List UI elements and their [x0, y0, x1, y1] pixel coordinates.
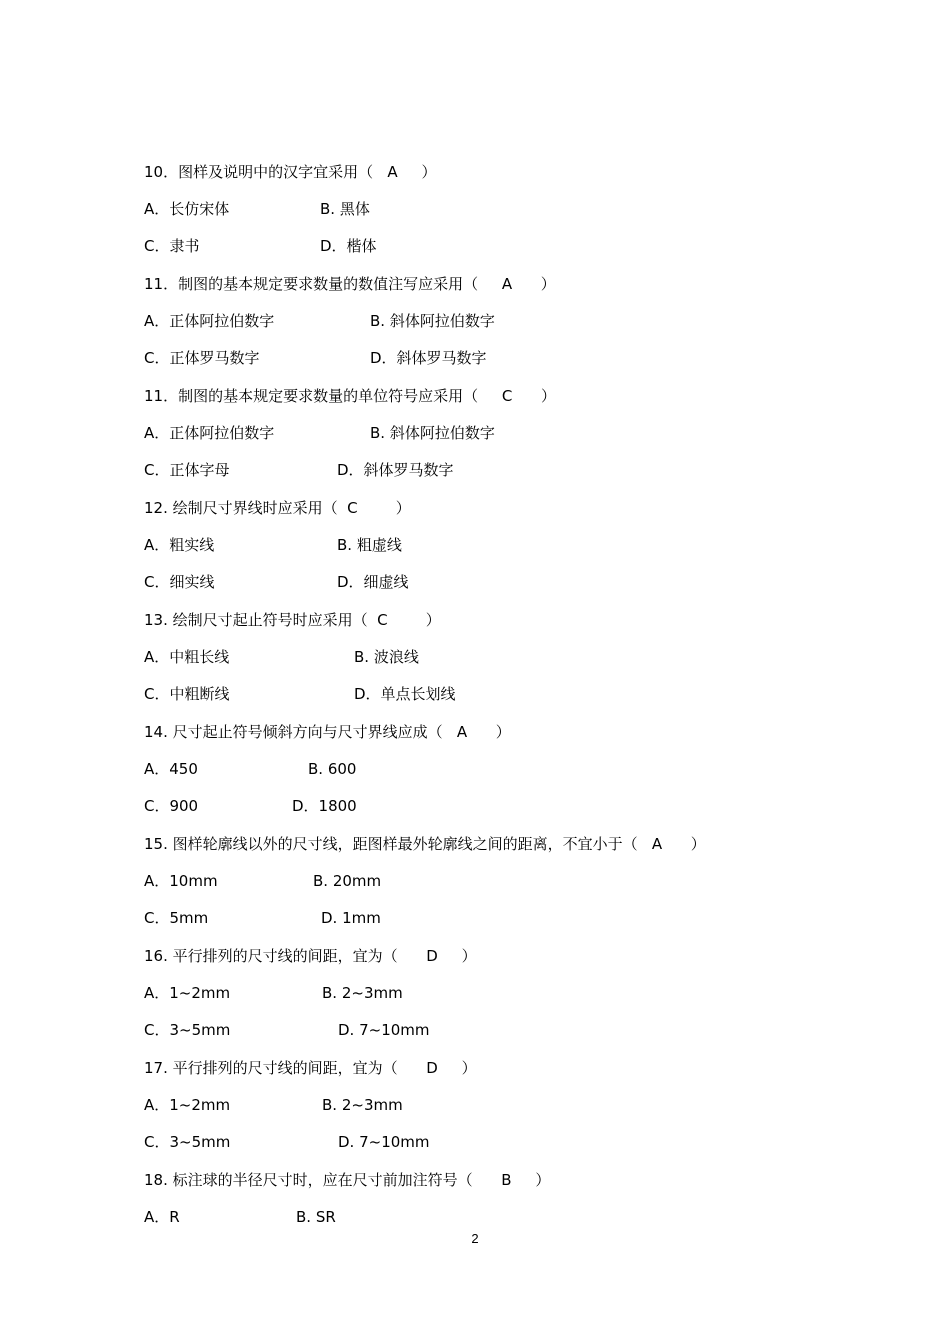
question-10-option-a: A．长仿宋体: [144, 200, 230, 218]
question-13-option-b: B. 波浪线: [354, 648, 419, 666]
question-13-stem: 13. 绘制尺寸起止符号时应采用（ C ）: [144, 611, 441, 629]
question-13-option-a: A．中粗长线: [144, 648, 230, 666]
question-11b-option-b: B. 斜体阿拉伯数字: [370, 424, 495, 442]
question-12-option-c: C．细实线: [144, 573, 215, 591]
question-15-option-c: C．5mm: [144, 909, 209, 927]
question-10-option-d: D．楷体: [320, 237, 377, 255]
question-17-option-b: B. 2~3mm: [322, 1096, 403, 1114]
question-10-option-b: B. 黑体: [320, 200, 370, 218]
question-11a-option-a: A．正体阿拉伯数字: [144, 312, 275, 330]
question-11a-option-d: D．斜体罗马数字: [370, 349, 487, 367]
question-17-stem: 17. 平行排列的尺寸线的间距，宜为（ D ）: [144, 1059, 477, 1077]
question-16-option-d: D. 7~10mm: [338, 1021, 430, 1039]
question-14-option-b: B. 600: [308, 760, 357, 778]
question-11b-stem: 11．制图的基本规定要求数量的单位符号应采用（ C ）: [144, 387, 557, 405]
question-10-option-c: C．隶书: [144, 237, 200, 255]
question-11a-option-c: C．正体罗马数字: [144, 349, 260, 367]
question-18-stem: 18. 标注球的半径尺寸时，应在尺寸前加注符号（ B ）: [144, 1171, 551, 1189]
question-17-option-c: C．3~5mm: [144, 1133, 231, 1151]
question-15-option-b: B. 20mm: [313, 872, 382, 890]
question-14-option-d: D．1800: [292, 797, 357, 815]
question-16-option-c: C．3~5mm: [144, 1021, 231, 1039]
question-14-option-c: C．900: [144, 797, 199, 815]
question-11b-option-a: A．正体阿拉伯数字: [144, 424, 275, 442]
question-15-option-d: D. 1mm: [321, 909, 381, 927]
question-12-option-b: B. 粗虚线: [337, 536, 402, 554]
question-15-stem: 15. 图样轮廓线以外的尺寸线，距图样最外轮廓线之间的距离，不宜小于（ A ）: [144, 835, 706, 853]
question-18-option-a: A．R: [144, 1208, 180, 1226]
question-12-stem: 12. 绘制尺寸界线时应采用（ C ）: [144, 499, 411, 517]
question-16-option-b: B. 2~3mm: [322, 984, 403, 1002]
question-12-option-a: A．粗实线: [144, 536, 215, 554]
question-14-stem: 14. 尺寸起止符号倾斜方向与尺寸界线应成（ A ）: [144, 723, 511, 741]
question-12-option-d: D．细虚线: [337, 573, 409, 591]
page-number: 2: [471, 1231, 479, 1246]
question-16-stem: 16. 平行排列的尺寸线的间距，宜为（ D ）: [144, 947, 477, 965]
question-14-option-a: A．450: [144, 760, 198, 778]
question-13-option-c: C．中粗断线: [144, 685, 230, 703]
question-11a-stem: 11．制图的基本规定要求数量的数值注写应采用（ A ）: [144, 275, 556, 293]
question-13-option-d: D．单点长划线: [354, 685, 456, 703]
question-10-stem: 10．图样及说明中的汉字宜采用（ A ）: [144, 163, 437, 181]
question-17-option-a: A．1~2mm: [144, 1096, 231, 1114]
question-11b-option-d: D．斜体罗马数字: [337, 461, 454, 479]
question-17-option-d: D. 7~10mm: [338, 1133, 430, 1151]
question-18-option-b: B. SR: [296, 1208, 336, 1226]
question-11b-option-c: C．正体字母: [144, 461, 230, 479]
question-16-option-a: A．1~2mm: [144, 984, 231, 1002]
question-15-option-a: A．10mm: [144, 872, 218, 890]
question-11a-option-b: B. 斜体阿拉伯数字: [370, 312, 495, 330]
